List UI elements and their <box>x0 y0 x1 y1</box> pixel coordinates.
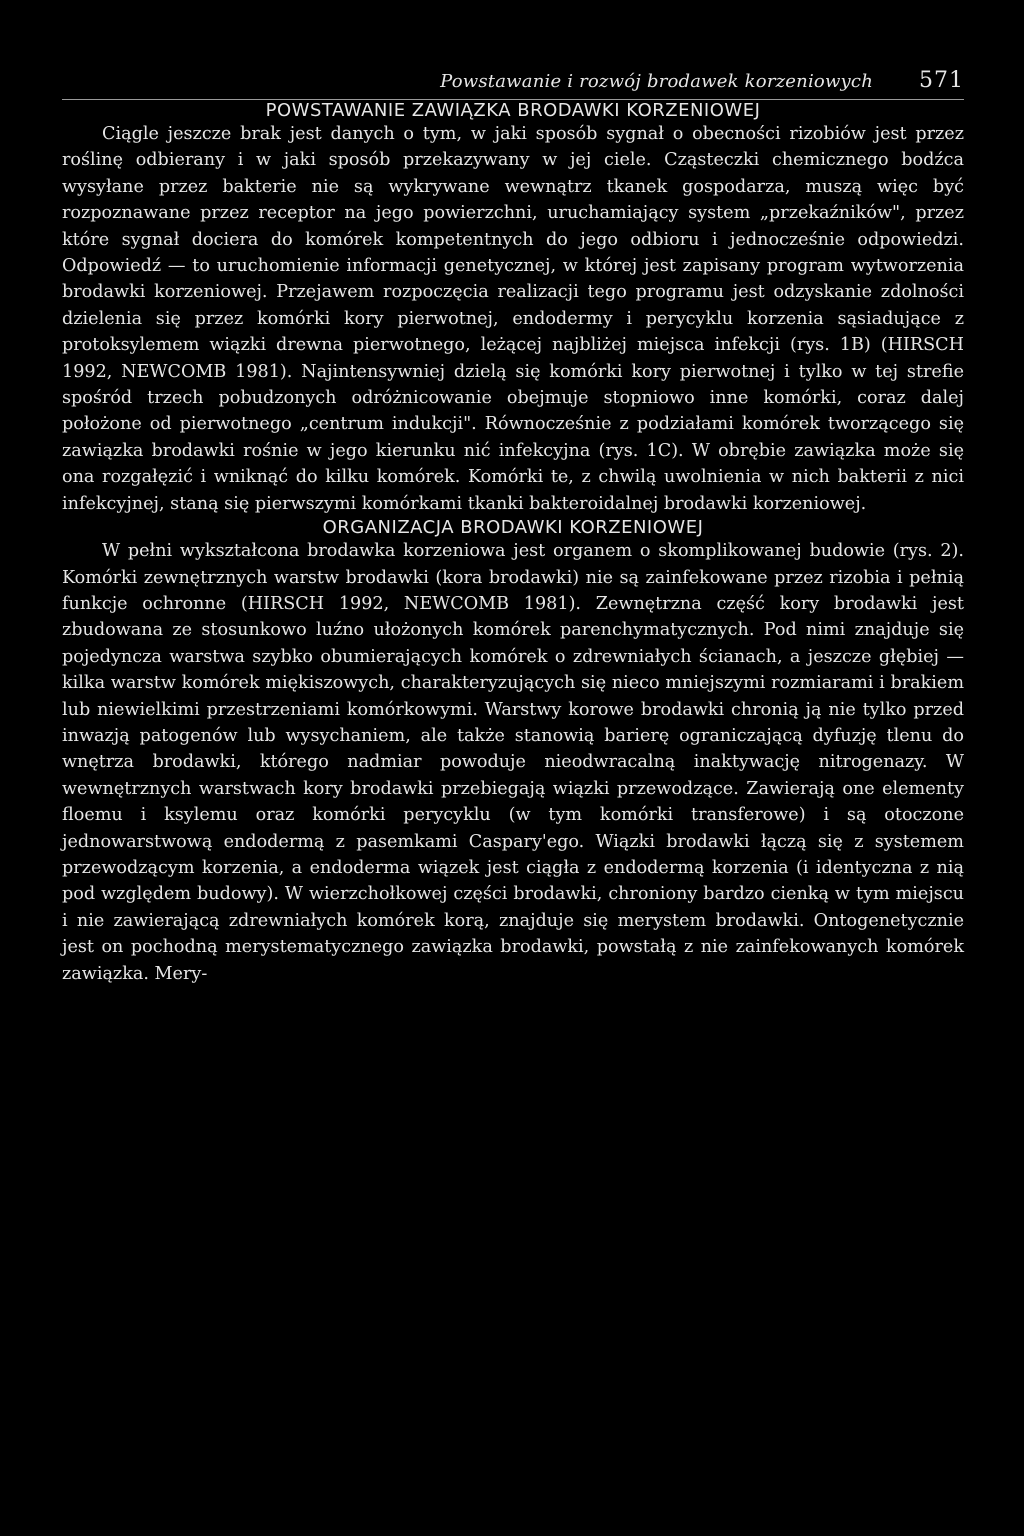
page-number: 571 <box>919 68 964 93</box>
section-heading-organizacja: ORGANIZACJA BRODAWKI KORZENIOWEJ <box>322 517 704 539</box>
running-title: Powstawanie i rozwój brodawek korzeniowych <box>440 71 873 92</box>
paragraph-organizacja: W pełni wykształcona brodawka korzeniowa jest organem o skomplikowanej budowie (rys. 2). Komórki zewnętrznych warstw brodawki (kora brodawki) nie są zainfekowane przez rizobia i pełnią funkcje ochronne (HIRSCH 1992, NEWCOMB 1981). Zewnętrzna część kory brodawki jest zbudowana ze stosunkowo luźno ułożonych komórek parenchymatycznych. Pod nimi znajduje się pojedyncza warstwa szybko obumierających komórek o zdrewniałych ścianach, a jeszcze głębiej — kilka warstw komórek miękiszowych, charakteryzujących się nieco mniejszymi rozmiarami i brakiem lub niewielkimi przestrzeniami komórkowymi. Warstwy korowe brodawki chronią ją nie tylko przed inwazją patogenów lub wysychaniem, ale także stanowią barierę ograniczającą dyfuzję tlenu do wnętrza brodawki, którego nadmiar powoduje nieodwracalną inaktywację nitrogenazy. W wewnętrznych warstwach kory brodawki przebiegają wiązki przewodzące. Zawierają one elementy floemu i ksylemu oraz komórki perycyklu (w tym komórki transferowe) i są otoczone jednowarstwową endodermą z pasemkami Caspary'ego. Wiązki brodawki łączą się z systemem przewodzącym korzenia, a endoderma wiązek jest ciągła z endodermą korzenia (i identyczna z nią pod względem budowy). W wierzchołkowej części brodawki, chroniony bardzo cienką w tym miejscu i nie zawierającą zdrewniałych komórek korą, znajduje się merystem brodawki. Ontogenetycznie jest on pochodną merystematycznego zawiązka brodawki, powstałą z nie zainfekowanych komórek zawiązka. Mery- <box>62 541 964 984</box>
document-page <box>62 68 964 987</box>
paragraph-powstawanie: Ciągle jeszcze brak jest danych o tym, w jaki sposób sygnał o obecności rizobiów jest przez roślinę odbierany i w jaki sposób przekazywany w jej ciele. Cząsteczki chemicznego bodźca wysyłane przez bakterie nie są wykrywane wewnątrz tkanek gospodarza, muszą więc być rozpoznawane przez receptor na jego powierzchni, uruchamiający system „przekaźników", przez które sygnał dociera do komórek kompetentnych do jego odbioru i jednocześnie odpowiedzi. Odpowiedź — to uruchomienie informacji genetycznej, w której jest zapisany program wytworzenia brodawki korzeniowej. Przejawem rozpoczęcia realizacji tego programu jest odzyskanie zdolności dzielenia się przez komórki kory pierwotnej, endodermy i perycyklu korzenia sąsiadujące z protoksylemem wiązki drewna pierwotnego, leżącej najbliżej miejsca infekcji (rys. 1B) (HIRSCH 1992, NEWCOMB 1981). Najintensywniej dzielą się komórki kory pierwotnej i tylko w tej strefie spośród trzech pobudzonych odróżnicowanie obejmuje stopniowo inne komórki, coraz dalej położone od pierwotnego „centrum indukcji". Równocześnie z podziałami komórek tworzącego się zawiązka brodawki rośnie w jego kierunku nić infekcyjna (rys. 1C). W obrębie zawiązka może się ona rozgałęzić i wniknąć do kilku komórek. Komórki te, z chwilą uwolnienia w nich bakterii z nici infekcyjnej, staną się pierwszymi komórkami tkanki bakteroidalnej brodawki korzeniowej. <box>62 124 964 514</box>
running-header <box>62 68 964 100</box>
section-heading-powstawanie: POWSTAWANIE ZAWIĄZKA BRODAWKI KORZENIOWEJ <box>265 100 761 121</box>
